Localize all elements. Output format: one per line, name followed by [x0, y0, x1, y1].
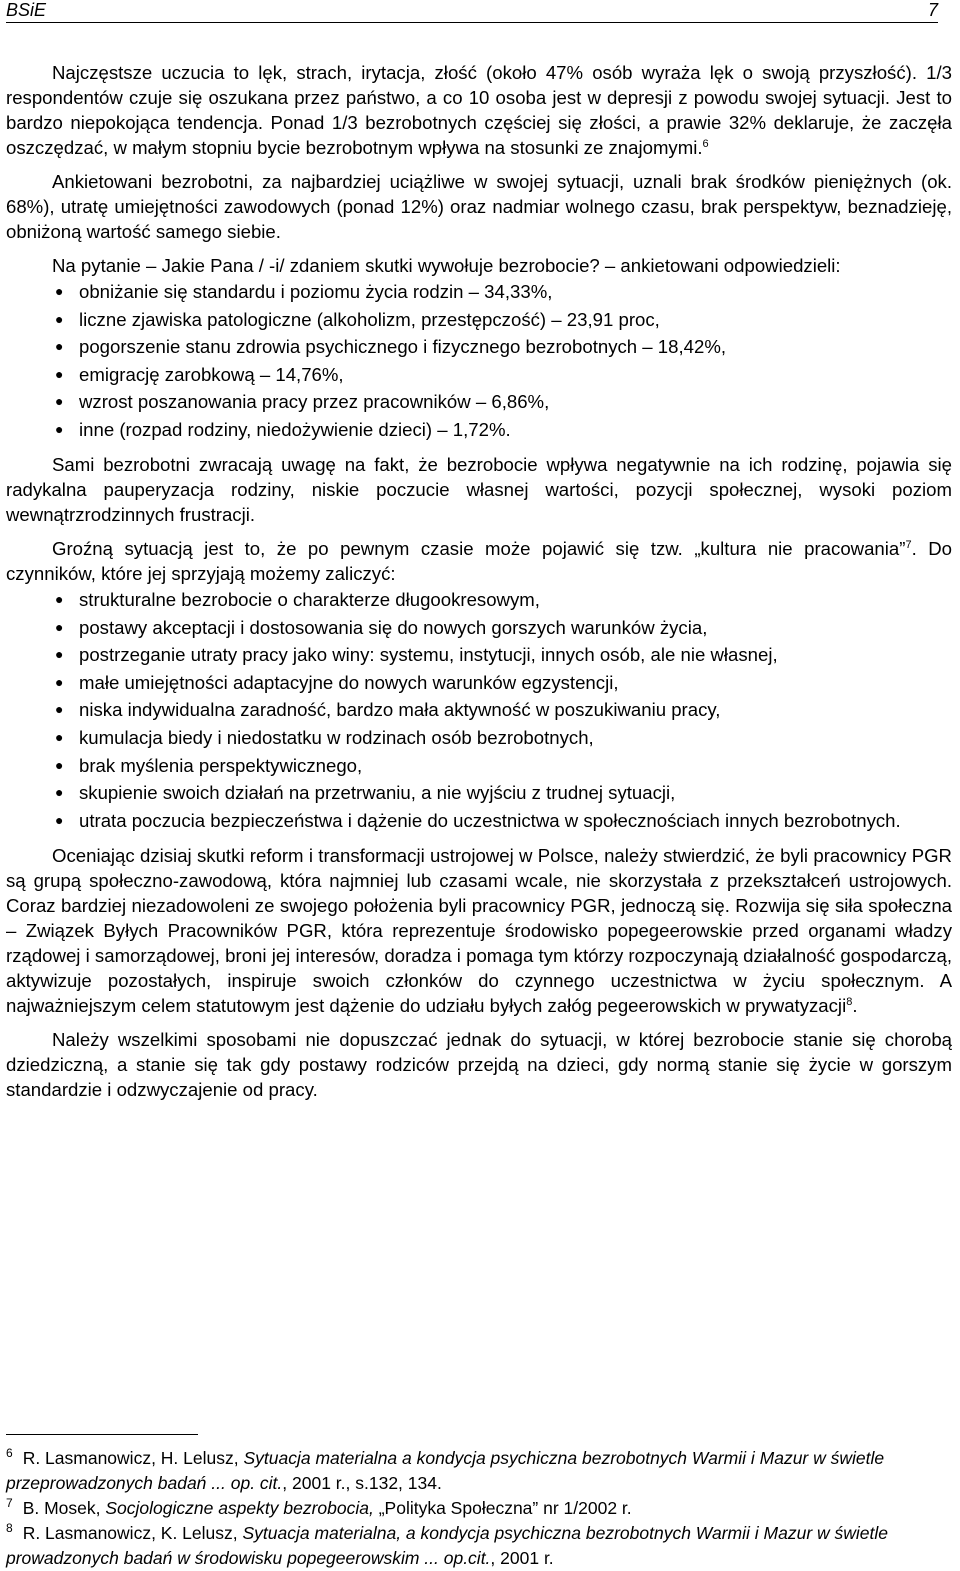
footnote-author: R. Lasmanowicz, H. Lelusz, — [22, 1448, 244, 1468]
list-item-text: małe umiejętności adaptacyjne do nowych warunków egzystencji, — [79, 671, 619, 693]
footnote-number: 6 — [6, 1446, 13, 1461]
list-item-text: liczne zjawiska patologiczne (alkoholizm, przestępczość) – 23,91 proc, — [79, 308, 660, 330]
bullet-icon: ● — [55, 310, 64, 327]
footnote-source: , 2001 r., s.132, 134. — [282, 1473, 442, 1493]
footnote-number: 8 — [6, 1521, 13, 1536]
list-item-text: postawy akceptacji i dostosowania się do nowych gorszych warunków życia, — [79, 616, 708, 638]
bullet-icon: ● — [55, 338, 64, 355]
list-item-last — [6, 808, 952, 833]
footnote-title: Socjologiczne aspekty bezrobocia, — [105, 1498, 374, 1518]
list-item-text: obniżanie się standardu i poziomu życia rodzin – 34,33%, — [79, 281, 553, 302]
paragraph-5-text: Groźną sytuacją jest to, że po pewnym czasie może pojawić się tzw. „kultura nie pracowania” — [52, 537, 906, 559]
bullet-icon: ● — [55, 728, 64, 745]
paragraph-1 — [6, 60, 952, 160]
effects-list — [6, 279, 952, 442]
list-item-text: postrzeganie utraty pracy jako winy: systemu, instytucji, innych osób, ale nie własnej, — [79, 644, 778, 666]
bullet-icon: ● — [55, 701, 64, 718]
bullet-icon: ● — [55, 811, 64, 828]
list-item-text: strukturalne bezrobocie o charakterze długookresowym, — [79, 588, 540, 610]
list-item — [6, 725, 952, 750]
bullet-icon: ● — [55, 673, 64, 690]
footnote-source: , 2001 r. — [490, 1548, 554, 1568]
paragraph-4: Sami bezrobotni zwracają uwagę na fakt, że bezrobocie wpływa negatywnie na ich rodzinę, pojawia się radykalna pauperyzacja rodziny, niskie poczucie własnej wartości, pozycji społecznej, wysoki poziom wewnątrzrodzinnych frustracji. — [6, 453, 952, 525]
bullet-icon: ● — [55, 646, 64, 663]
list-item — [6, 334, 952, 359]
list-item-text: utrata poczucia bezpieczeństwa i dążenie do uczestnictwa w społecznościach innych bezrobotnych. — [79, 809, 901, 831]
list-item-text: emigrację zarobkową – 14,76%, — [79, 363, 344, 385]
list-item-text: pogorszenie stanu zdrowia psychicznego i fizycznego bezrobotnych – 18,42%, — [79, 336, 727, 358]
footnote-ref-8[interactable]: 8 — [846, 995, 853, 1008]
footnote-7 — [6, 1496, 944, 1521]
list-item — [6, 697, 952, 722]
list-item-text: wzrost poszanowania pracy przez pracowników – 6,86%, — [79, 391, 550, 413]
paragraph-7: Należy wszelkimi sposobami nie dopuszczać jednak do sytuacji, w której bezrobocie stanie się chorobą dziedziczną, a stanie się tak gdy postawy rodziców przejdą na dzieci, gdy normą stanie się życie w gorszym standardzie i odzwyczajenie od pracy. — [6, 1028, 952, 1100]
list-item — [6, 279, 952, 304]
footnote-title: Sytuacja materialna, a kondycja psychiczna bezrobotnych Warmii i Mazur w świetle prowadzonych badań w środowisku popegeerowskim ... op.cit. — [6, 1523, 889, 1568]
footnote-source: „Polityka Społeczna” nr 1/2002 r. — [373, 1498, 632, 1518]
footnote-separator — [6, 1434, 198, 1435]
paragraph-6 — [6, 843, 952, 1018]
paragraph-6-text: Oceniając dzisiaj skutki reform i transformacji ustrojowej w Polsce, należy stwierdzić, że byli pracownicy PGR są grupą społeczno-zawodową, która najmniej lub czasami wcale, nie skorzystała z przekształceń ustrojowych. Coraz bardziej niezadowoleni ze swojego położenia byli pracownicy PGR, jednoczą się. Rozwija się siła społeczna – Związek Byłych Pracowników PGR, która reprezentuje środowisko popegeerowskie przed organami władzy rządowej i samorządowej, broni jej interesów, doradza i pomaga tym którzy rozpoczynają działalność gospodarczą, aktywizuje pozostałych, inspiruje swoich członków do czynnego uczestnictwa w życiu społecznym. A najważniejszym celem statutowym jest dążenie do udziału byłych załóg pegeerowskich w prywatyzacji — [6, 844, 952, 1016]
footnote-number: 7 — [6, 1496, 13, 1511]
page-header — [6, 0, 938, 23]
list-item-text: kumulacja biedy i niedostatku w rodzinach osób bezrobotnych, — [79, 726, 594, 748]
footnote-ref-6[interactable]: 6 — [702, 137, 709, 150]
footnote-6 — [6, 1446, 944, 1496]
paragraph-1-text: Najczęstsze uczucia to lęk, strach, irytacja, złość (około 47% osób wyraża lęk o swoją przyszłość). 1/3 respondentów czuje się oszukana przez państwo, a co 10 osoba jest w depresji z powodu swojej sytuacji. Jest to bardzo niepokojąca tendencja. Ponad 1/3 bezrobotnych częściej się złości, a prawie 32% deklaruje, że zaczęła oszczędzać, w małym stopniu bycie bezrobotnym wpływa na stosunki ze znajomymi. — [6, 62, 952, 158]
bullet-icon: ● — [55, 393, 64, 410]
list-item-text: brak myślenia perspektywicznego, — [79, 754, 363, 776]
bullet-icon: ● — [55, 784, 64, 801]
list-item — [6, 417, 952, 442]
footnote-ref-7[interactable]: 7 — [905, 538, 912, 551]
paragraph-5-tail: . Do czynników, które jej sprzyjają możemy zaliczyć: — [6, 537, 952, 584]
document-body — [6, 60, 952, 1111]
list-item — [6, 615, 952, 640]
paragraph-5 — [6, 536, 952, 586]
list-item — [6, 753, 952, 778]
list-item-text: niska indywidualna zaradność, bardzo mała aktywność w poszukiwaniu pracy, — [79, 699, 721, 721]
footnote-title: Sytuacja materialna a kondycja psychiczna bezrobotnych Warmii i Mazur w świetle przeprowadzonych badań ... op. cit. — [6, 1448, 885, 1493]
list-item — [6, 780, 952, 805]
bullet-icon: ● — [55, 590, 64, 607]
bullet-icon: ● — [55, 618, 64, 635]
footnotes — [6, 1446, 944, 1571]
bullet-icon: ● — [55, 756, 64, 773]
footnote-8 — [6, 1521, 944, 1571]
list-item — [6, 642, 952, 667]
list-item-text: skupienie swoich działań na przetrwaniu, a nie wyjściu z trudnej sytuacji, — [79, 782, 676, 804]
bullet-icon: ● — [55, 365, 64, 382]
bullet-icon: ● — [55, 420, 64, 437]
footnote-author: R. Lasmanowicz, K. Lelusz, — [22, 1523, 243, 1543]
list-item — [6, 307, 952, 332]
paragraph-3: Na pytanie – Jakie Pana / -i/ zdaniem skutki wywołuje bezrobocie? – ankietowani odpowiedzieli: — [52, 255, 841, 276]
list-item — [6, 389, 952, 414]
header-title: BSiE — [6, 0, 47, 20]
footnote-author: B. Mosek, — [22, 1498, 106, 1518]
page-number: 7 — [927, 0, 938, 20]
bullet-icon: ● — [55, 283, 64, 299]
list-item — [6, 587, 952, 612]
paragraph-2: Ankietowani bezrobotni, za najbardziej uciążliwe w swojej sytuacji, uznali brak środków pieniężnych (ok. 68%), utratę umiejętności zawodowych (ponad 12%) oraz nadmiar wolnego czasu, brak perspektyw, beznadzieję, obniżoną wartość samego siebie. — [6, 171, 952, 242]
list-item — [6, 362, 952, 387]
list-item-text: inne (rozpad rodziny, niedożywienie dzieci) – 1,72%. — [79, 418, 511, 440]
list-item — [6, 670, 952, 695]
factors-list — [6, 587, 952, 833]
paragraph-6-tail: . — [852, 994, 858, 1016]
